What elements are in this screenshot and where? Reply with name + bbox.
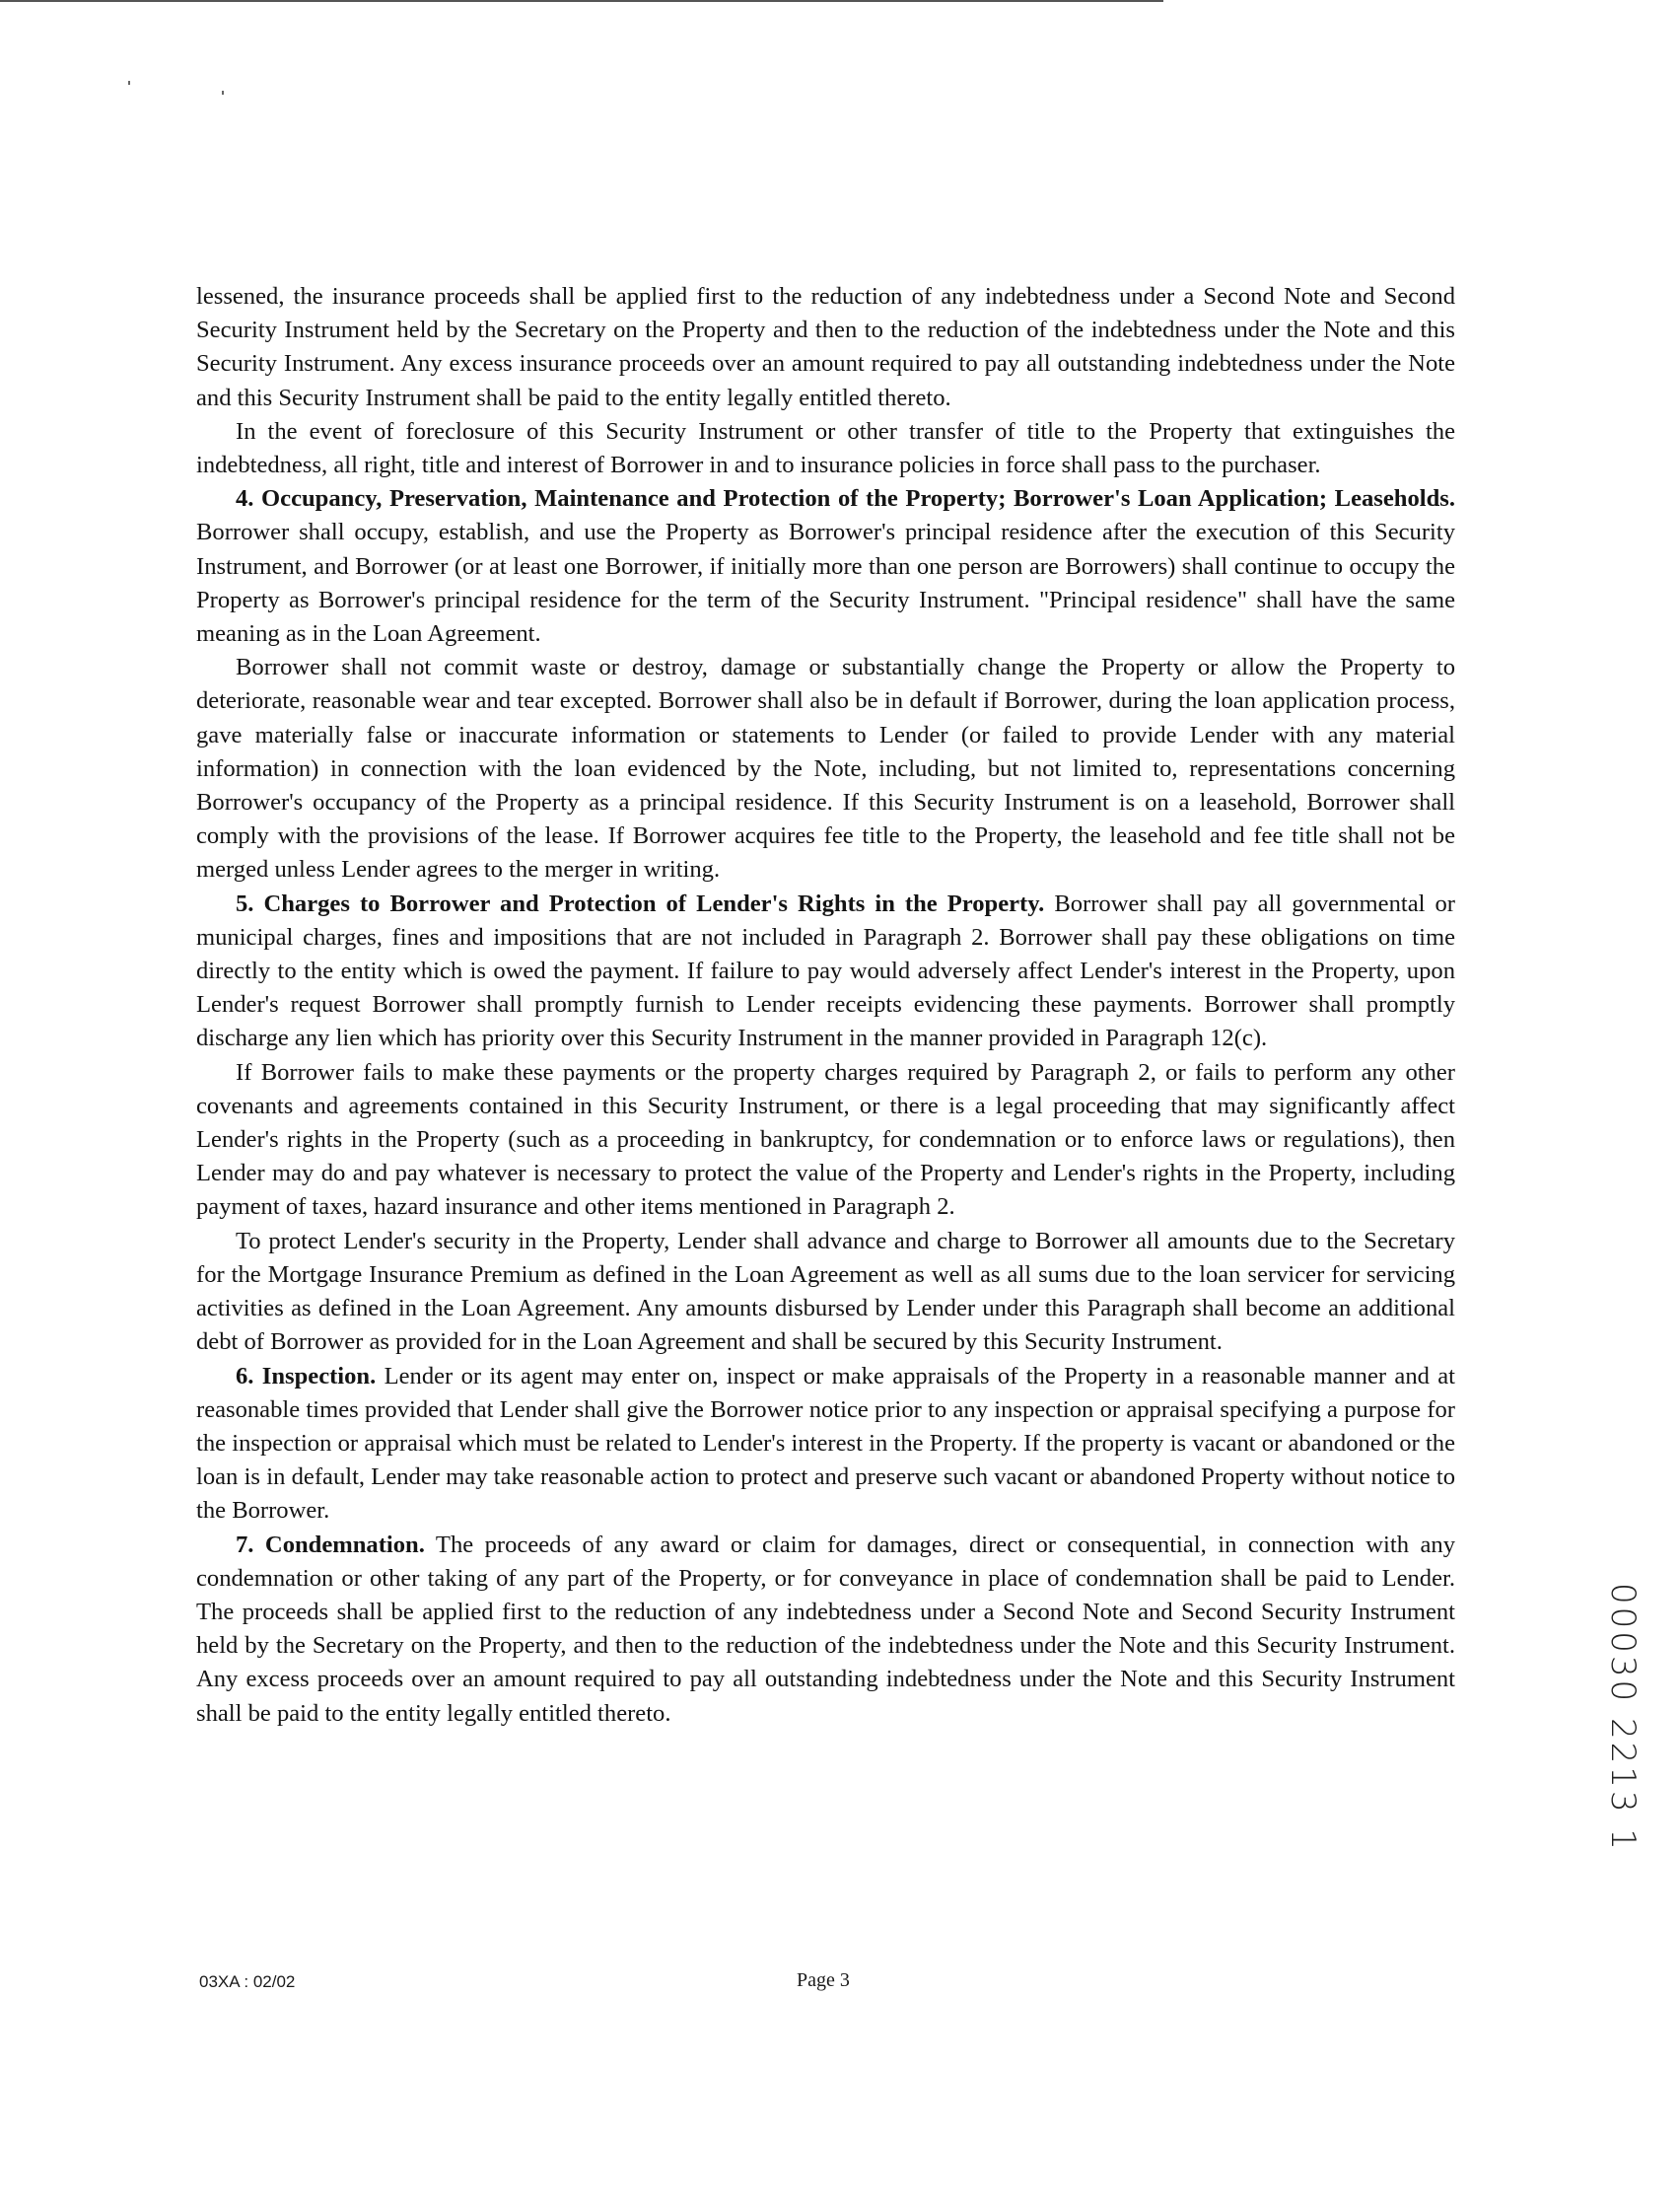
- document-body: [196, 280, 1455, 1731]
- section-heading: 5. Charges to Borrower and Protection of Lender's Rights in the Property.: [236, 890, 1045, 917]
- section-7-condemnation: [196, 1529, 1455, 1731]
- paragraph-text: lessened, the insurance proceeds shall be applied first to the reduction of any indebtedness under a Second Note and Second Security Instrument held by the Secretary on the Property and then to the reduction of the indebtedness under the Note and this Security Instrument. Any excess insurance proceeds over an amount required to pay all outstanding indebtedness under the Note and this Security Instrument shall be paid to the entity legally entitled thereto.: [196, 283, 1455, 411]
- section-5-charges: [196, 888, 1455, 1056]
- paragraph-protect-security: [196, 1225, 1455, 1360]
- paragraph-borrower-fails: [196, 1056, 1455, 1225]
- section-heading: 6. Inspection.: [236, 1362, 377, 1390]
- scan-speck: [222, 91, 224, 95]
- margin-stamp-text: 00030 2213 1: [1603, 1583, 1643, 1853]
- margin-stamp: [1599, 1583, 1648, 1853]
- paragraph-foreclosure: [196, 415, 1455, 482]
- section-heading: 4. Occupancy, Preservation, Maintenance and Protection of the Property; Borrower's Loan Application; Leaseholds.: [236, 485, 1455, 513]
- paragraph-text: Lender or its agent may enter on, inspect or make appraisals of the Property in a reasonable manner and at reasonable times provided that Lender shall give the Borrower notice prior to any inspection or appraisal specifying a purpose for the inspection or appraisal which must be related to Lender's interest in the Property. If the property is vacant or abandoned or the loan is in default, Lender may take reasonable action to protect and preserve such vacant or abandoned Property without notice to the Borrower.: [196, 1362, 1455, 1525]
- paragraph-text: Borrower shall occupy, establish, and use the Property as Borrower's principal residence after the execution of this Security Instrument, and Borrower (or at least one Borrower, if initially more than one person are Borrowers) shall continue to occupy the Property as Borrower's principal residence for the term of the Security Instrument. "Principal residence" shall have the same meaning as in the Loan Agreement.: [196, 519, 1455, 648]
- paragraph-text: To protect Lender's security in the Property, Lender shall advance and charge to Borrower all amounts due to the Secretary for the Mortgage Insurance Premium as defined in the Loan Agreement as well as all sums due to the loan servicer for servicing activities as defined in the Loan Agreement. Any amounts disbursed by Lender under this Paragraph shall become an additional debt of Borrower as provided for in the Loan Agreement and shall be secured by this Security Instrument.: [196, 1227, 1455, 1356]
- paragraph-insurance-continued: [196, 280, 1455, 415]
- section-heading: 7. Condemnation.: [236, 1531, 425, 1558]
- top-scan-rule: [0, 0, 1163, 2]
- paragraph-text: Borrower shall not commit waste or destroy, damage or substantially change the Property or allow the Property to deteriorate, reasonable wear and tear excepted. Borrower shall also be in default if Borrower, during the loan application process, gave materially false or inaccurate information or statements to Lender (or failed to provide Lender with any material information) in connection with the loan evidenced by the Note, including, but not limited to, representations concerning Borrower's occupancy of the Property as a principal residence. If this Security Instrument is on a leasehold, Borrower shall comply with the provisions of the lease. If Borrower acquires fee title to the Property, the leasehold and fee title shall not be merged unless Lender agrees to the merger in writing.: [196, 654, 1455, 884]
- paragraph-text: Borrower shall pay all governmental or municipal charges, fines and impositions that are not included in Paragraph 2. Borrower shall pay these obligations on time directly to the entity which is owed the payment. If failure to pay would adversely affect Lender's interest in the Property, upon Lender's request Borrower shall promptly furnish to Lender receipts evidencing these payments. Borrower shall promptly discharge any lien which has priority over this Security Instrument in the manner provided in Paragraph 12(c).: [196, 890, 1455, 1052]
- form-code: 03XA : 02/02: [199, 1972, 296, 1991]
- paragraph-text: In the event of foreclosure of this Security Instrument or other transfer of title to the Property that extinguishes the indebtedness, all right, title and interest of Borrower in and to insurance policies in force shall pass to the purchaser.: [196, 417, 1455, 479]
- page-number: Page 3: [797, 1969, 850, 1991]
- scan-speck: [128, 81, 130, 85]
- paragraph-waste: [196, 651, 1455, 887]
- paragraph-text: The proceeds of any award or claim for damages, direct or consequential, in connection with any condemnation or other taking of any part of the Property, or for conveyance in place of condemnation shall be paid to Lender. The proceeds shall be applied first to the reduction of any indebtedness under a Second Note and Second Security Instrument held by the Secretary on the Property, and then to the reduction of the indebtedness under the Note and this Security Instrument. Any excess proceeds over an amount required to pay all outstanding indebtedness under the Note and this Security Instrument shall be paid to the entity legally entitled thereto.: [196, 1531, 1455, 1727]
- section-4-occupancy: [196, 482, 1455, 651]
- paragraph-text: If Borrower fails to make these payments or the property charges required by Paragraph 2, or fails to perform any other covenants and agreements contained in this Security Instrument, or there is a legal proceeding that may significantly affect Lender's rights in the Property (such as a proceeding in bankruptcy, for condemnation or to enforce laws or regulations), then Lender may do and pay whatever is necessary to protect the value of the Property and Lender's rights in the Property, including payment of taxes, hazard insurance and other items mentioned in Paragraph 2.: [196, 1058, 1455, 1221]
- section-6-inspection: [196, 1360, 1455, 1529]
